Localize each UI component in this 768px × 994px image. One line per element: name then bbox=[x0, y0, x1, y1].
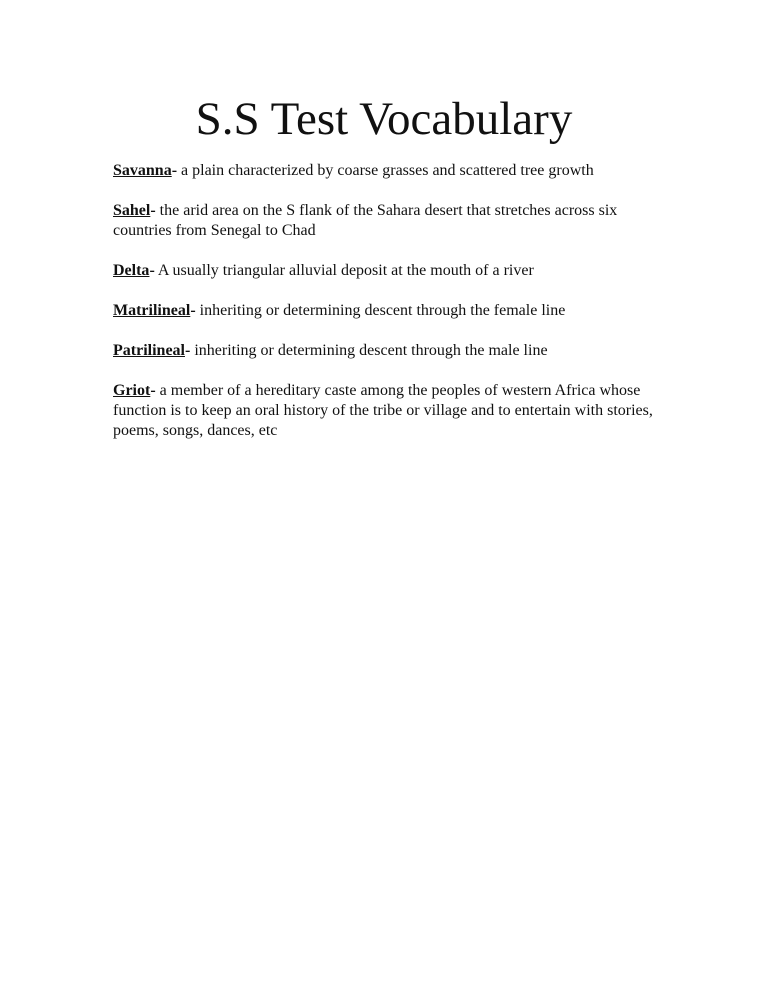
term-savanna: Savanna bbox=[113, 162, 172, 179]
definition-patrilineal: inheriting or determining descent through the male line bbox=[190, 342, 548, 359]
term-separator: - bbox=[171, 162, 178, 179]
term-separator: - bbox=[149, 262, 155, 279]
definition-savanna: a plain characterized by coarse grasses and scattered tree growth bbox=[177, 162, 594, 179]
term-separator: - bbox=[190, 302, 196, 319]
term-patrilineal: Patrilineal bbox=[113, 342, 185, 359]
vocabulary-list bbox=[113, 161, 673, 461]
vocabulary-entry-matrilineal bbox=[113, 301, 673, 321]
term-separator: - bbox=[184, 342, 191, 359]
term-sahel: Sahel bbox=[113, 202, 151, 219]
term-griot: Griot bbox=[113, 382, 151, 399]
page-title: S.S Test Vocabulary bbox=[195, 93, 573, 145]
vocabulary-entry-patrilineal bbox=[113, 341, 673, 361]
vocabulary-entry-savanna bbox=[113, 161, 673, 181]
term-separator: - bbox=[150, 382, 156, 399]
term-separator: - bbox=[150, 202, 156, 219]
vocabulary-entry-sahel bbox=[113, 201, 673, 241]
definition-griot: a member of a hereditary caste among the peoples of western Africa whose function is to keep an oral history of the tribe or village and to entertain with stories, poems, songs, dances, etc bbox=[113, 382, 653, 439]
definition-sahel: the arid area on the S flank of the Sahara desert that stretches across six countries from Senegal to Chad bbox=[113, 202, 618, 239]
definition-matrilineal: inheriting or determining descent through the female line bbox=[195, 302, 566, 319]
term-matrilineal: Matrilineal bbox=[113, 302, 191, 319]
term-delta: Delta bbox=[113, 262, 150, 279]
vocabulary-entry-griot bbox=[113, 381, 673, 441]
vocabulary-entry-delta bbox=[113, 261, 673, 281]
definition-delta: A usually triangular alluvial deposit at the mouth of a river bbox=[154, 262, 534, 279]
